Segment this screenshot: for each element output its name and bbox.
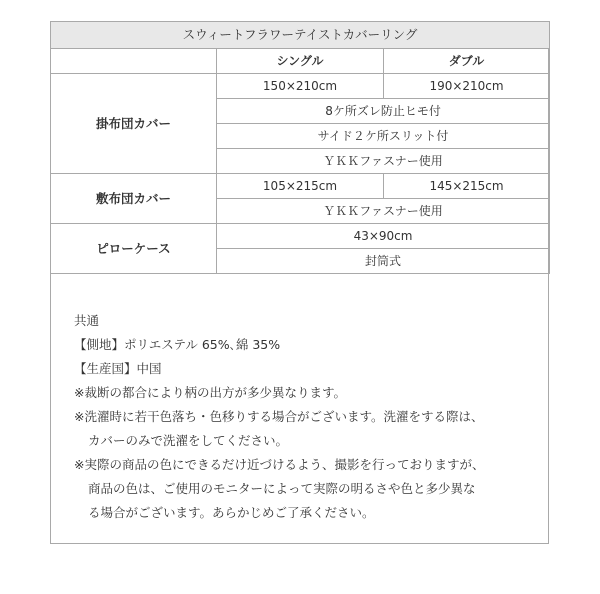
table-row (51, 224, 550, 249)
table-row (51, 74, 550, 99)
pillow-feature: 封筒式 (217, 249, 550, 274)
kakebuton-feature: 8ケ所ズレ防止ヒモ付 (217, 99, 550, 124)
shikibuton-double-size: 145×215cm (384, 174, 550, 199)
kakebuton-feature: サイド２ケ所スリット付 (217, 124, 550, 149)
pillow-label: ピローケース (51, 224, 217, 274)
kakebuton-feature: ＹＫＫファスナー使用 (217, 149, 550, 174)
pillow-size: 43×90cm (217, 224, 550, 249)
notes-line: ※実際の商品の色にできるだけ近づけるよう、撮影を行っておりますが、 (74, 457, 485, 472)
spec-table (50, 21, 550, 274)
notes-line: 商品の色は、ご使用のモニターによって実際の明るさや色と多少異な (88, 481, 476, 496)
table-title-row (51, 22, 550, 49)
notes-material: 【側地】ポリエステル 65%､綿 35% (74, 337, 281, 352)
notes-line: ※裁断の都合により柄の出方が多少異なります。 (74, 385, 346, 400)
header-double: ダブル (384, 49, 550, 74)
table-header-row (51, 49, 550, 74)
header-single: シングル (217, 49, 384, 74)
shikibuton-label: 敷布団カバー (51, 174, 217, 224)
notes-heading: 共通 (74, 313, 100, 328)
table-row (51, 174, 550, 199)
header-empty-cell (51, 49, 217, 74)
notes-origin: 【生産国】中国 (74, 361, 162, 376)
kakebuton-single-size: 150×210cm (217, 74, 384, 99)
kakebuton-double-size: 190×210cm (384, 74, 550, 99)
notes-line: る場合がございます。あらかじめご了承ください。 (88, 505, 375, 520)
notes-section (74, 309, 544, 525)
shikibuton-feature: ＹＫＫファスナー使用 (217, 199, 550, 224)
notes-line: ※洗濯時に若干色落ち・色移りする場合がございます。洗濯をする際は、 (74, 409, 484, 424)
product-title: スウィートフラワーテイストカバーリング (51, 22, 550, 49)
kakebuton-label: 掛布団カバー (51, 74, 217, 174)
notes-line: カバーのみで洗濯をしてください。 (88, 433, 289, 448)
shikibuton-single-size: 105×215cm (217, 174, 384, 199)
